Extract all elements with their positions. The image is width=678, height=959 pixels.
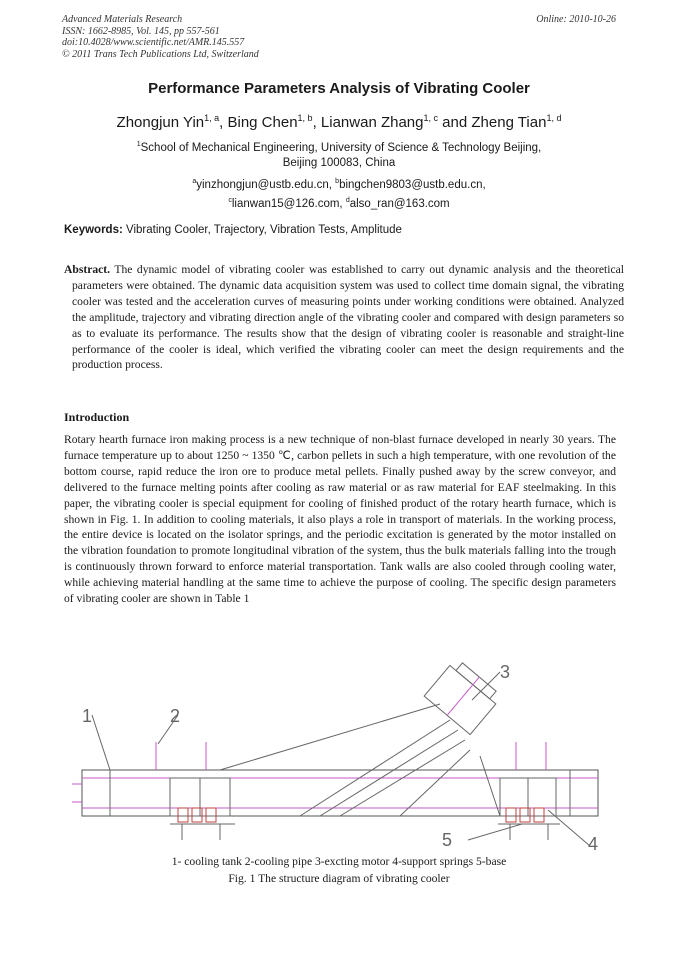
section-heading-introduction: Introduction: [64, 410, 130, 424]
email-link[interactable]: also_ran@163.com: [349, 198, 450, 211]
journal-copyright: © 2011 Trans Tech Publications Ltd, Switzerland: [62, 48, 259, 60]
keywords-label: Keywords:: [64, 224, 123, 236]
introduction-text: Rotary hearth furnace iron making process is a new technique of non-blast furnace developed in nearly 30 years. The furnace temperature up to about 1250 ~ 1350 ℃, carbon pellets in such a high temperature, with one revolution of the bottom course, rapid reduce the iron ore to produce metal pellets. Finally pushed away by the screw conveyor, and delivered to the furnace melting points after cooling as raw material or as raw material for EAF steelmaking. In this paper, the vibrating cooler is special equipment for cooling of finished product of the rotary hearth furnace, which is shown in Fig. 1. In addition to cooling materials, it also plays a role in transport of materials. In the working process, the entire device is located on the isolator springs, and the periodic excitation is generated by the motor installed on the vibration foundation to promote longitudinal vibration of the system, thus the bulk materials falling into the trough is continuously thrown forward to enforce material transportation. Tank walls are also cooled through cooling water, while achieving material handling at the same time to achieve the purpose of cooling. The specific design parameters of vibrating cooler are shown in Table 1: [64, 433, 616, 606]
email-link[interactable]: bingchen9803@ustb.edu.cn,: [339, 178, 486, 191]
callout-4: 4: [588, 834, 599, 854]
affiliation: $^1$School of Mechanical Engineering, University of Science & Technology Beijing, Beijing 100083, China: [136, 141, 542, 170]
callout-1: 1: [82, 706, 93, 726]
journal-doi: doi:10.4028/www.scientific.net/AMR.145.557: [62, 37, 245, 48]
figure-legend: 1- cooling tank 2-cooling pipe 3-excting motor 4-support springs 5-base: [171, 855, 507, 868]
keywords: [64, 224, 624, 236]
abstract: [64, 262, 624, 373]
abstract-text: The dynamic model of vibrating cooler was established to carry out dynamic analysis and the theoretical parameters were obtained. The dynamic data acquisition system was used to collect time domain signal, the vibrating cooler was tested and the acceleration curves of measuring points under working conditions were obtained. Analyzed the amplitude, trajectory and vibrating direction angle of the vibrating cooler and compared with design parameters so as to evaluate its performance. The results show that the design of vibrating cooler is reasonable and straight-line performance of the cooler is ideal, which verified the vibrating cooler can meet the design requirements and the production process.: [72, 263, 624, 372]
journal-issn: ISSN: 1662-8985, Vol. 145, pp 557-561: [62, 25, 220, 37]
figure-caption: Fig. 1 The structure diagram of vibrating cooler: [228, 872, 450, 885]
email-link[interactable]: yinzhongjun@ustb.edu.cn,: [196, 178, 336, 191]
email-link[interactable]: lianwan15@126.com,: [231, 198, 346, 211]
author-sup: 1, c: [423, 113, 438, 123]
callout-5: 5: [442, 830, 453, 850]
author-sup: 1, d: [546, 113, 562, 123]
author-sup: 1, a: [204, 113, 220, 123]
vibrating-cooler-diagram: [70, 660, 610, 856]
author-name: Zhongjun Yin: [116, 114, 205, 131]
author-list: Zhongjun Yin$^{1, a}$, Bing Chen$^{1, b}$, Lianwan Zhang$^{1, c}$ and Zheng Tian$^{1, d}$: [116, 113, 562, 131]
abstract-label: Abstract.: [64, 263, 111, 276]
paper-title: Performance Parameters Analysis of Vibrating Cooler: [148, 80, 530, 97]
online-date: Online: 2010-10-26: [536, 14, 616, 25]
callout-2: 2: [170, 706, 181, 726]
author-emails: $^a$yinzhongjun@ustb.edu.cn, $^b$bingchen9803@ustb.edu.cn, $^c$lianwan15@126.com, $^d$also_ran@163.com: [192, 178, 486, 211]
journal-name: Advanced Materials Research: [62, 14, 183, 25]
journal-header: [62, 14, 616, 60]
author-name: Zheng Tian: [471, 114, 547, 131]
author-name: Bing Chen: [227, 114, 298, 131]
keywords-text: Vibrating Cooler, Trajectory, Vibration Tests, Amplitude: [122, 224, 402, 236]
author-sup: 1, b: [297, 113, 313, 123]
author-name: Lianwan Zhang: [320, 114, 424, 131]
callout-3: 3: [500, 662, 511, 682]
